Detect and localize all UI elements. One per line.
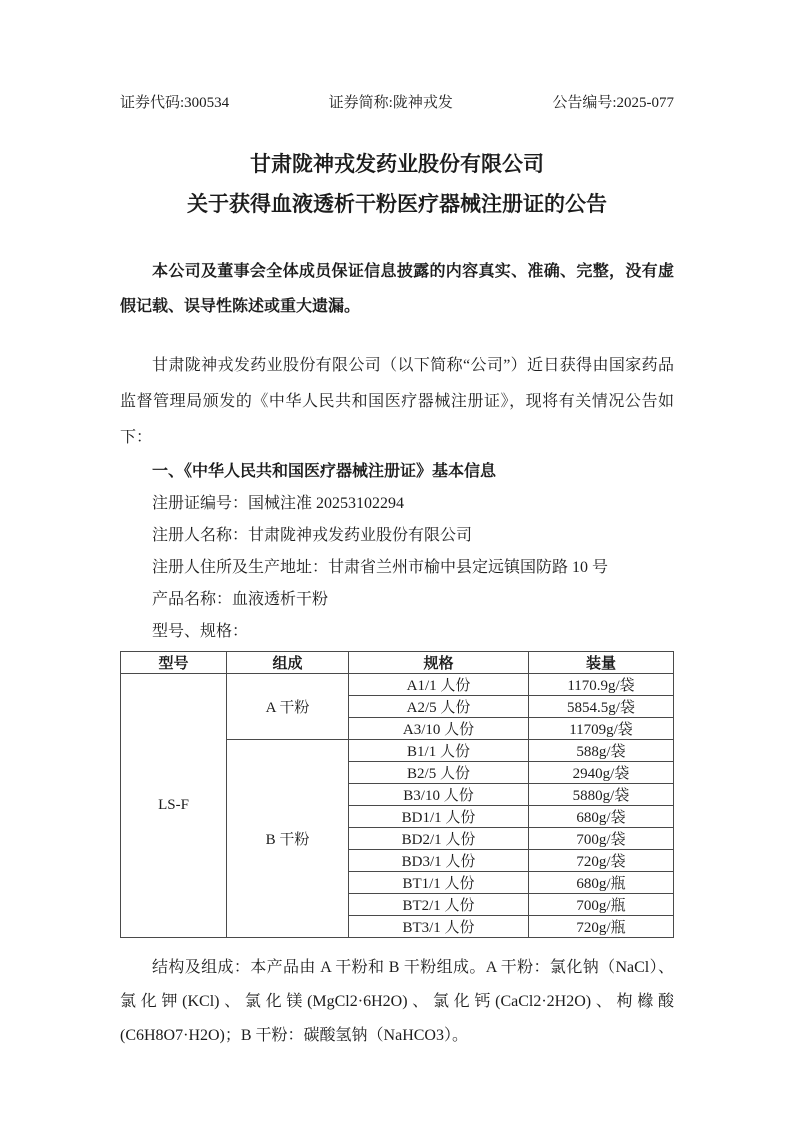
product-name-line: 产品名称：血液透析干粉 xyxy=(152,591,329,608)
disclaimer-paragraph: 本公司及董事会全体成员保证信息披露的内容真实、准确、完整，没有虚假记载、误导性陈述或重大遗漏。 xyxy=(120,263,674,315)
composition-a-cell: A 干粉 xyxy=(227,674,349,740)
registrant-name-line: 注册人名称：甘肃陇神戎发药业股份有限公司 xyxy=(152,527,473,544)
spec-cell: BT1/1 人份 xyxy=(349,872,529,894)
weight-cell: 720g/瓶 xyxy=(529,916,674,938)
spec-table-header-row xyxy=(121,652,674,674)
spec-cell: BD3/1 人份 xyxy=(349,850,529,872)
weight-cell: 700g/袋 xyxy=(529,828,674,850)
weight-cell: 5880g/袋 xyxy=(529,784,674,806)
weight-cell: 11709g/袋 xyxy=(529,718,674,740)
weight-cell: 2940g/袋 xyxy=(529,762,674,784)
stock-abbr: 证券简称:陇神戎发 xyxy=(328,95,453,111)
spec-cell: B2/5 人份 xyxy=(349,762,529,784)
doc-title-line2: 关于获得血液透析干粉医疗器械注册证的公告 xyxy=(187,192,607,216)
model-spec-label-line: 型号、规格： xyxy=(152,623,249,640)
spec-cell: A2/5 人份 xyxy=(349,696,529,718)
header-cell-spec: 规格 xyxy=(349,652,529,674)
doc-title xyxy=(120,144,674,224)
weight-cell: 680g/袋 xyxy=(529,806,674,828)
weight-cell: 1170.9g/袋 xyxy=(529,674,674,696)
spec-cell: BD1/1 人份 xyxy=(349,806,529,828)
spec-table xyxy=(120,651,674,938)
header-cell-composition: 组成 xyxy=(227,652,349,674)
stock-code: 证券代码:300534 xyxy=(120,95,230,111)
spec-cell: B1/1 人份 xyxy=(349,740,529,762)
table-row xyxy=(121,674,674,696)
model-cell: LS-F xyxy=(121,674,227,938)
spec-cell: A3/10 人份 xyxy=(349,718,529,740)
spec-cell: BD2/1 人份 xyxy=(349,828,529,850)
header-cell-fill-weight: 装量 xyxy=(529,652,674,674)
registrant-address-line: 注册人住所及生产地址：甘肃省兰州市榆中县定远镇国防路 10 号 xyxy=(152,559,609,576)
spec-cell: BT3/1 人份 xyxy=(349,916,529,938)
spec-cell: A1/1 人份 xyxy=(349,674,529,696)
spec-cell: B3/10 人份 xyxy=(349,784,529,806)
weight-cell: 720g/袋 xyxy=(529,850,674,872)
intro-paragraph: 甘肃陇神戎发药业股份有限公司（以下简称“公司”）近日获得由国家药品监督管理局颁发的《中华人民共和国医疗器械注册证》，现将有关情况公告如下： xyxy=(120,357,674,446)
announcement-number: 公告编号:2025-077 xyxy=(552,95,674,111)
doc-title-line1: 甘肃陇神戎发药业股份有限公司 xyxy=(250,152,544,176)
doc-header xyxy=(120,93,674,114)
header-cell-model: 型号 xyxy=(121,652,227,674)
weight-cell: 5854.5g/袋 xyxy=(529,696,674,718)
registration-number-line: 注册证编号：国械注准 20253102294 xyxy=(152,495,405,512)
section1-heading: 一、《中华人民共和国医疗器械注册证》基本信息 xyxy=(152,463,497,480)
weight-cell: 700g/瓶 xyxy=(529,894,674,916)
weight-cell: 680g/瓶 xyxy=(529,872,674,894)
spec-cell: BT2/1 人份 xyxy=(349,894,529,916)
weight-cell: 588g/袋 xyxy=(529,740,674,762)
structure-paragraph: 结构及组成：本产品由 A 干粉和 B 干粉组成。A 干粉：氯化钠（NaCl）、氯化钾(KCl)、氯化镁(MgCl2·6H2O)、氯化钙(CaCl2·2H2O)、枸橼酸(C6H8O7·H2O)；B 干粉：碳酸氢钠（NaHCO3）。 xyxy=(120,959,674,1044)
composition-b-cell: B 干粉 xyxy=(227,740,349,938)
